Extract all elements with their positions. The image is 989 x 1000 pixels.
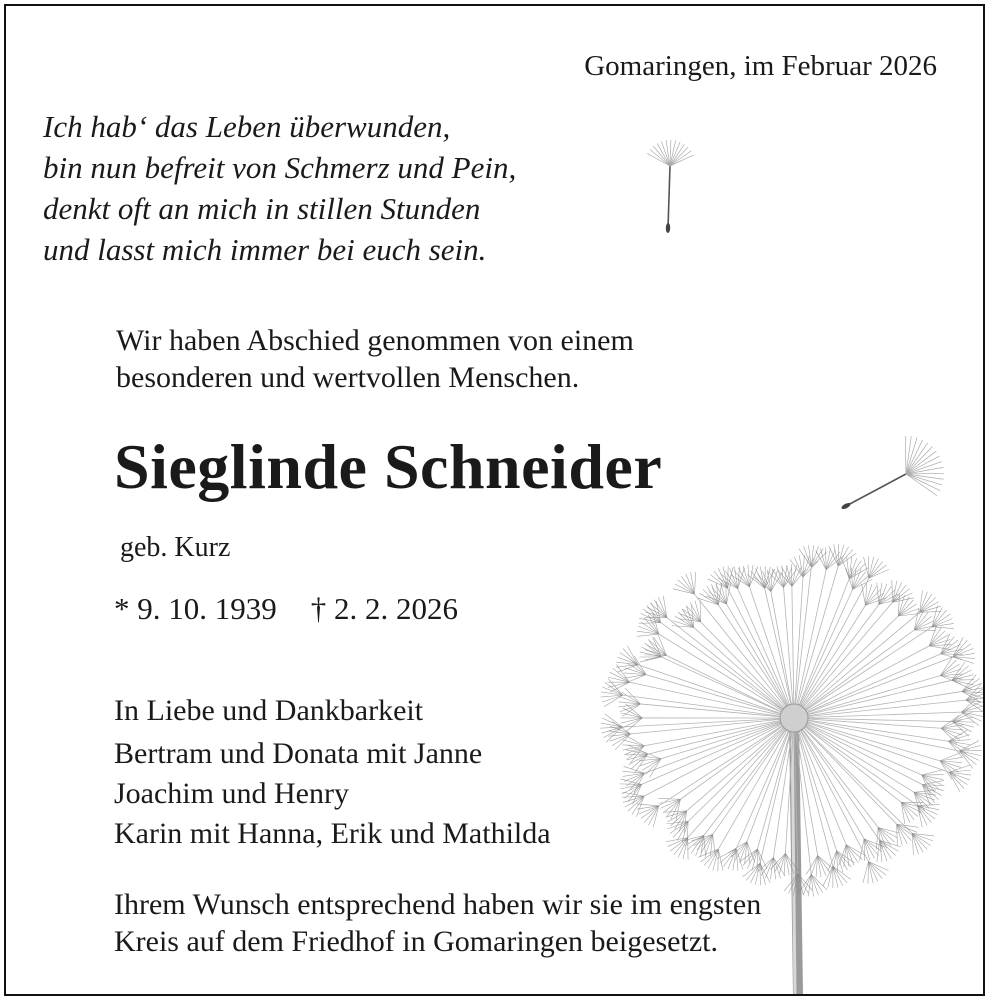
dandelion-stem bbox=[794, 718, 798, 994]
mourners bbox=[114, 690, 551, 854]
closing-line: Ihrem Wunsch entsprechend haben wir sie im engsten bbox=[114, 888, 762, 921]
life-dates bbox=[114, 591, 458, 627]
dandelion-stem-highlight bbox=[792, 718, 795, 994]
dandelion-seed-icon bbox=[841, 436, 944, 510]
poem-line: Ich hab‘ das Leben überwunden, bbox=[43, 109, 451, 144]
intro-text bbox=[116, 322, 634, 396]
intro-line: besonderen und wertvollen Menschen. bbox=[116, 361, 580, 394]
poem-line: und lasst mich immer bei euch sein. bbox=[43, 232, 487, 267]
deceased-name: Sieglinde Schneider bbox=[114, 431, 663, 502]
obituary-notice bbox=[4, 4, 985, 996]
mourner-line: Bertram und Donata mit Janne bbox=[114, 737, 483, 770]
death-date: † 2. 2. 2026 bbox=[310, 591, 458, 626]
birth-date: * 9. 10. 1939 bbox=[114, 591, 277, 626]
mourner-line: Karin mit Hanna, Erik und Mathilda bbox=[114, 817, 551, 850]
poem-line: bin nun befreit von Schmerz und Pein, bbox=[43, 150, 517, 185]
intro-line: Wir haben Abschied genommen von einem bbox=[116, 324, 634, 357]
closing-text bbox=[114, 886, 761, 960]
mourners-heading: In Liebe und Dankbarkeit bbox=[114, 694, 424, 727]
dandelion-seed-icon bbox=[647, 140, 693, 233]
poem bbox=[43, 106, 516, 270]
dandelion-head bbox=[600, 544, 983, 896]
mourner-line: Joachim und Henry bbox=[114, 777, 349, 810]
closing-line: Kreis auf dem Friedhof in Gomaringen beigesetzt. bbox=[114, 925, 718, 958]
birth-name: geb. Kurz bbox=[120, 532, 231, 563]
place-and-date: Gomaringen, im Februar 2026 bbox=[584, 50, 937, 82]
poem-line: denkt oft an mich in stillen Stunden bbox=[43, 191, 481, 226]
